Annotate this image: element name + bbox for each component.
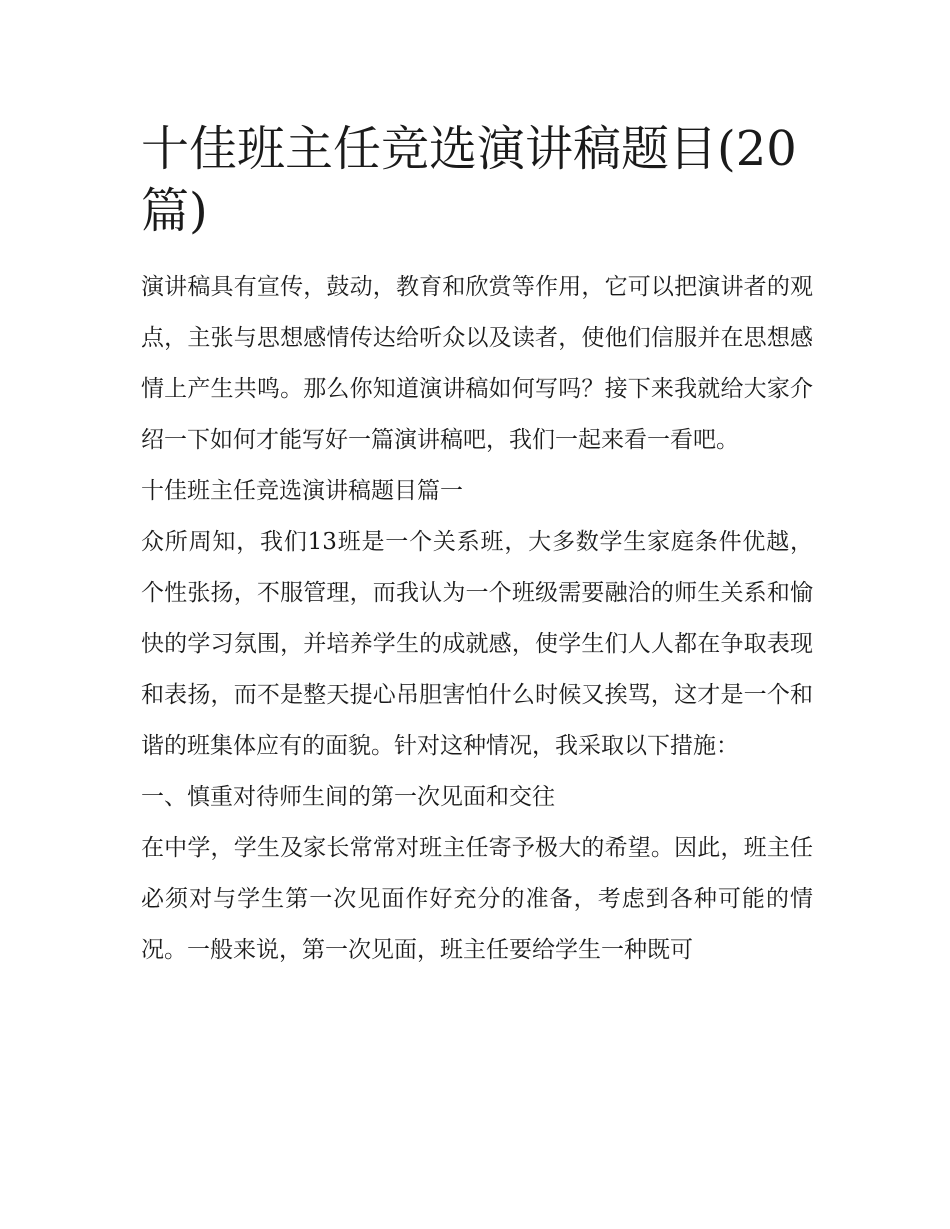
subsection-heading: 一、慎重对待师生间的第一次见面和交往 <box>141 784 555 810</box>
intro-paragraph: 演讲稿具有宣传，鼓动，教育和欣赏等作用，它可以把演讲者的观点，主张与思想感情传达给听众以及读者，使他们信服并在思想感情上产生共鸣。那么你知道演讲稿如何写吗？接下来我就给大家介绍一下如何才能写好一篇演讲稿吧，我们一起来看一看吧。 <box>141 274 813 453</box>
document-body <box>141 262 813 976</box>
document-page <box>141 118 813 976</box>
body-paragraph: 众所周知，我们13班是一个关系班，大多数学生家庭条件优越，个性张扬，不服管理，而我认为一个班级需要融洽的师生关系和愉快的学习氛围，并培养学生的成就感，使学生们人人都在争取表现和表扬，而不是整天提心吊胆害怕什么时候又挨骂，这才是一个和谐的班集体应有的面貌。针对这种情况，我采取以下措施： <box>141 529 813 759</box>
document-title: 十佳班主任竞选演讲稿题目(20篇) <box>141 121 797 239</box>
section-heading: 十佳班主任竞选演讲稿题目篇一 <box>141 478 463 504</box>
body-paragraph: 在中学，学生及家长常常对班主任寄予极大的希望。因此，班主任必须对与学生第一次见面作好充分的准备，考虑到各种可能的情况。一般来说，第一次见面，班主任要给学生一种既可 <box>141 835 813 963</box>
